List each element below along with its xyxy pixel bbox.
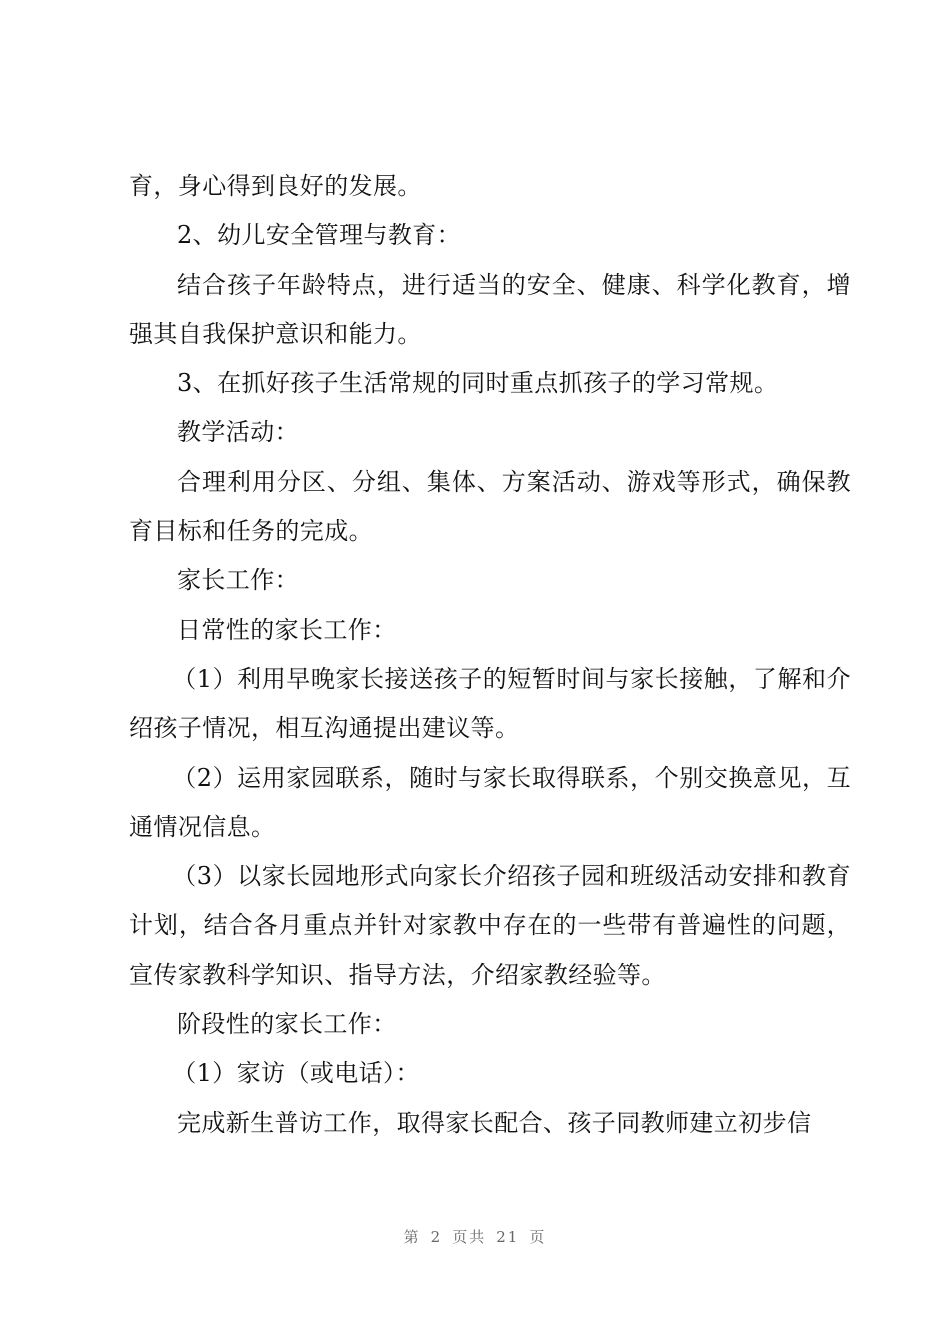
footer-page-number: 2: [430, 1228, 443, 1246]
footer-suffix: 页: [529, 1228, 547, 1246]
body-text: [129, 162, 851, 1148]
paragraph: （1）利用早晚家长接送孩子的短暂时间与家长接触，了解和介绍孩子情况，相互沟通提出建议等。: [129, 664, 851, 743]
paragraph: 日常性的家长工作：: [177, 615, 397, 644]
footer-middle: 页共: [452, 1228, 487, 1246]
paragraph: 结合孩子年龄特点，进行适当的安全、健康、科学化教育，增强其自我保护意识和能力。: [129, 270, 851, 348]
footer-total-pages: 21: [496, 1228, 520, 1246]
paragraph: 合理利用分区、分组、集体、方案活动、游戏等形式，确保教育目标和任务的完成。: [129, 467, 851, 546]
paragraph: （3）以家长园地形式向家长介绍孩子园和班级活动安排和教育计划，结合各月重点并针对家教中存在的一些带有普遍性的问题，宣传家教科学知识、指导方法，介绍家教经验等。: [129, 862, 851, 989]
paragraph: （1）家访（或电话）：: [172, 1059, 420, 1088]
paragraph: 2、幼儿安全管理与教育：: [177, 221, 462, 250]
page-footer: [0, 1226, 950, 1247]
paragraph: 家长工作：: [177, 566, 299, 595]
paragraph: 阶段性的家长工作：: [177, 1010, 397, 1039]
paragraph: 3、在抓好孩子生活常规的同时重点抓孩子的学习常规。: [177, 369, 779, 398]
paragraph: 教学活动：: [177, 418, 299, 447]
footer-prefix: 第: [403, 1228, 421, 1246]
paragraph: （2）运用家园联系，随时与家长取得联系，个别交换意见，互通情况信息。: [129, 763, 851, 841]
paragraph: 完成新生普访工作，取得家长配合、孩子同教师建立初步信: [177, 1108, 812, 1137]
paragraph: 育，身心得到良好的发展。: [129, 172, 422, 200]
